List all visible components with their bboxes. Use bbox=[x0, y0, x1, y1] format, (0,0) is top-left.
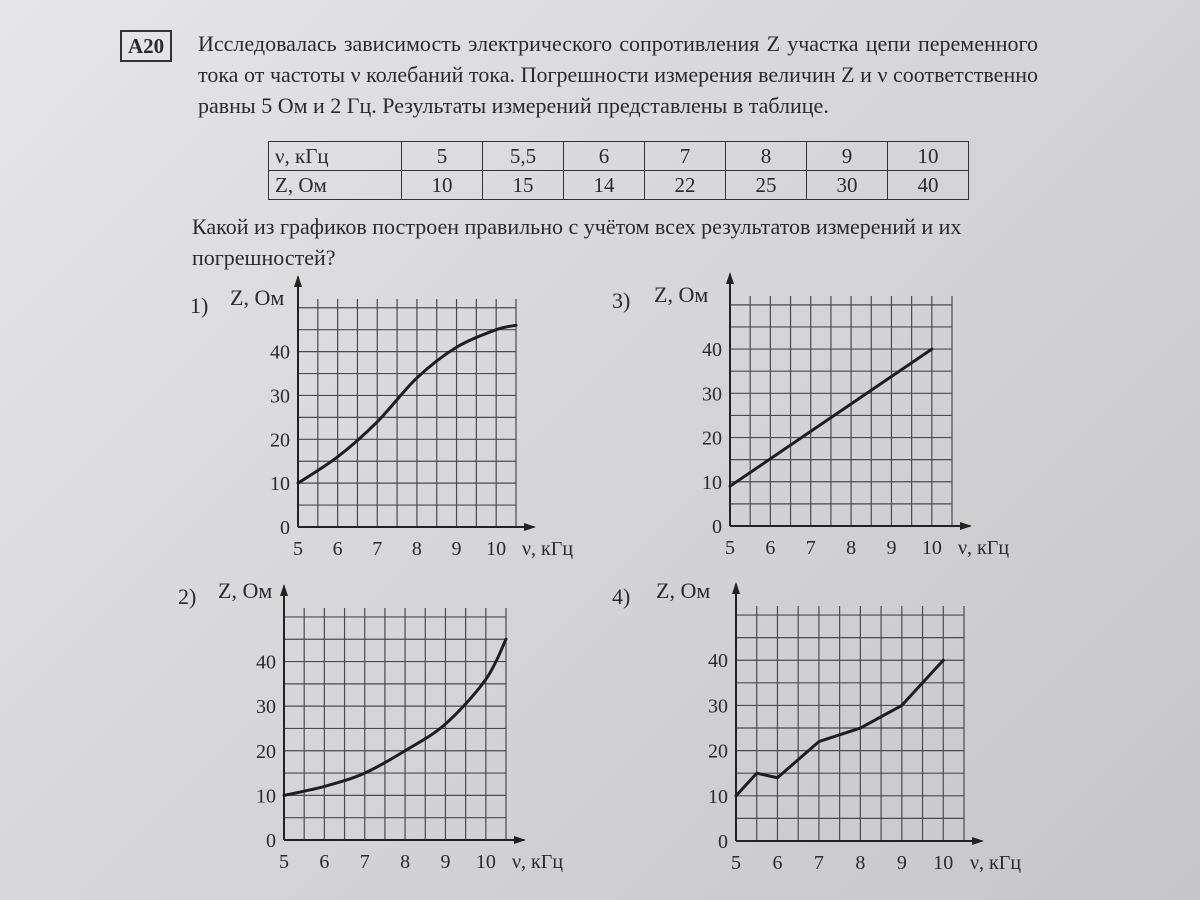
x-tick-label: 5 bbox=[731, 852, 741, 874]
x-tick-label: 5 bbox=[725, 537, 735, 559]
table-cell: 5 bbox=[402, 142, 483, 171]
graph-3 bbox=[612, 282, 1042, 572]
x-tick-label: 5 bbox=[279, 851, 289, 873]
x-tick-label: 7 bbox=[805, 537, 816, 559]
y-tick-label: 30 bbox=[256, 696, 276, 719]
y-tick-label: 20 bbox=[270, 429, 290, 452]
graph-number: 3) bbox=[612, 288, 631, 313]
graph-1 bbox=[190, 283, 610, 573]
y-axis-arrow-icon bbox=[732, 582, 740, 594]
y-tick-label: 30 bbox=[708, 695, 728, 718]
table-row bbox=[269, 142, 969, 171]
y-tick-label: 20 bbox=[256, 740, 276, 763]
x-tick-label: 6 bbox=[765, 537, 776, 559]
table-cell: 22 bbox=[645, 171, 726, 200]
graph-number: 2) bbox=[178, 584, 197, 609]
y-axis-label: Z, Ом bbox=[656, 578, 711, 603]
x-tick-label: 9 bbox=[451, 538, 462, 560]
x-tick-label: 6 bbox=[772, 852, 783, 874]
x-axis-label: ν, кГц bbox=[958, 537, 1010, 559]
y-tick-label: 40 bbox=[270, 341, 290, 364]
x-tick-label: 5 bbox=[293, 538, 303, 560]
graph-4 bbox=[612, 578, 1052, 883]
y-axis-label: Z, Ом bbox=[654, 282, 709, 307]
graph-2 bbox=[178, 578, 608, 878]
table-cell: 10 bbox=[402, 171, 483, 200]
table-cell: 10 bbox=[888, 142, 969, 171]
x-axis-arrow-icon bbox=[514, 836, 526, 844]
x-tick-label: 7 bbox=[359, 851, 370, 873]
y-tick-label: 20 bbox=[702, 427, 722, 450]
x-tick-label: 10 bbox=[475, 851, 496, 873]
graph-svg bbox=[178, 578, 608, 878]
x-tick-label: 9 bbox=[440, 851, 451, 873]
table-cell: 40 bbox=[888, 171, 969, 200]
table-cell-label-nu: ν, кГц bbox=[269, 142, 402, 171]
y-axis-arrow-icon bbox=[294, 275, 302, 287]
task-badge: A20 bbox=[120, 30, 172, 62]
y-tick-label: 10 bbox=[270, 473, 290, 496]
x-tick-label: 8 bbox=[855, 852, 866, 874]
measurements-table bbox=[268, 141, 969, 200]
table-cell: 14 bbox=[564, 171, 645, 200]
x-tick-label: 7 bbox=[813, 852, 824, 874]
y-tick-label: 30 bbox=[270, 385, 290, 408]
x-tick-label: 7 bbox=[372, 538, 383, 560]
table-cell: 25 bbox=[726, 171, 807, 200]
y-tick-label: 20 bbox=[708, 740, 728, 763]
y-tick-label: 0 bbox=[718, 831, 728, 853]
x-tick-label: 9 bbox=[886, 537, 897, 559]
question-text: Какой из графиков построен правильно с учётом всех результатов измерений и их погрешностей? bbox=[192, 214, 962, 270]
table-cell: 15 bbox=[483, 171, 564, 200]
table-row bbox=[269, 171, 969, 200]
x-tick-label: 6 bbox=[332, 538, 343, 560]
x-tick-label: 10 bbox=[921, 537, 942, 559]
y-axis-arrow-icon bbox=[726, 272, 734, 284]
y-tick-label: 10 bbox=[708, 785, 728, 808]
y-axis-label: Z, Ом bbox=[230, 285, 285, 310]
x-axis-label: ν, кГц bbox=[970, 852, 1022, 874]
y-axis-arrow-icon bbox=[280, 584, 288, 596]
x-tick-label: 8 bbox=[846, 537, 857, 559]
x-axis-label: ν, кГц bbox=[512, 851, 564, 873]
table-cell: 9 bbox=[807, 142, 888, 171]
x-tick-label: 9 bbox=[896, 852, 907, 874]
y-tick-label: 0 bbox=[712, 516, 722, 538]
x-axis-arrow-icon bbox=[972, 837, 984, 845]
x-axis-arrow-icon bbox=[960, 522, 972, 530]
x-axis-label: ν, кГц bbox=[522, 538, 574, 560]
x-axis-arrow-icon bbox=[524, 523, 536, 531]
y-tick-label: 0 bbox=[280, 517, 290, 539]
y-tick-label: 0 bbox=[266, 830, 276, 852]
x-tick-label: 8 bbox=[400, 851, 411, 873]
table-cell: 6 bbox=[564, 142, 645, 171]
x-tick-label: 8 bbox=[411, 538, 422, 560]
graph-number: 1) bbox=[190, 293, 209, 318]
y-tick-label: 40 bbox=[702, 339, 722, 362]
table-cell: 7 bbox=[645, 142, 726, 171]
x-tick-label: 10 bbox=[486, 538, 507, 560]
table-cell: 30 bbox=[807, 171, 888, 200]
table-cell-label-z: Z, Ом bbox=[269, 171, 402, 200]
task-text: Исследовалась зависимость электрического сопротивления Z участка цепи переменного тока от частоты ν колебаний тока. Погрешности измерения величин Z и ν соответственно равны 5 Ом и 2 Гц. Результаты измерений представлены в таблице. bbox=[198, 31, 1038, 118]
y-tick-label: 40 bbox=[708, 650, 728, 673]
y-tick-label: 10 bbox=[256, 785, 276, 808]
measurements-table-wrap bbox=[268, 141, 969, 200]
graph-number: 4) bbox=[612, 584, 631, 609]
series-line bbox=[298, 325, 516, 483]
graph-svg bbox=[612, 282, 1042, 572]
graph-svg bbox=[612, 578, 1052, 883]
table-cell: 8 bbox=[726, 142, 807, 171]
x-tick-label: 10 bbox=[933, 852, 954, 874]
y-tick-label: 10 bbox=[702, 471, 722, 494]
y-tick-label: 40 bbox=[256, 651, 276, 674]
y-tick-label: 30 bbox=[702, 383, 722, 406]
y-axis-label: Z, Ом bbox=[218, 578, 273, 603]
table-cell: 5,5 bbox=[483, 142, 564, 171]
graph-svg bbox=[190, 283, 610, 573]
x-tick-label: 6 bbox=[319, 851, 330, 873]
series-line bbox=[284, 639, 506, 795]
